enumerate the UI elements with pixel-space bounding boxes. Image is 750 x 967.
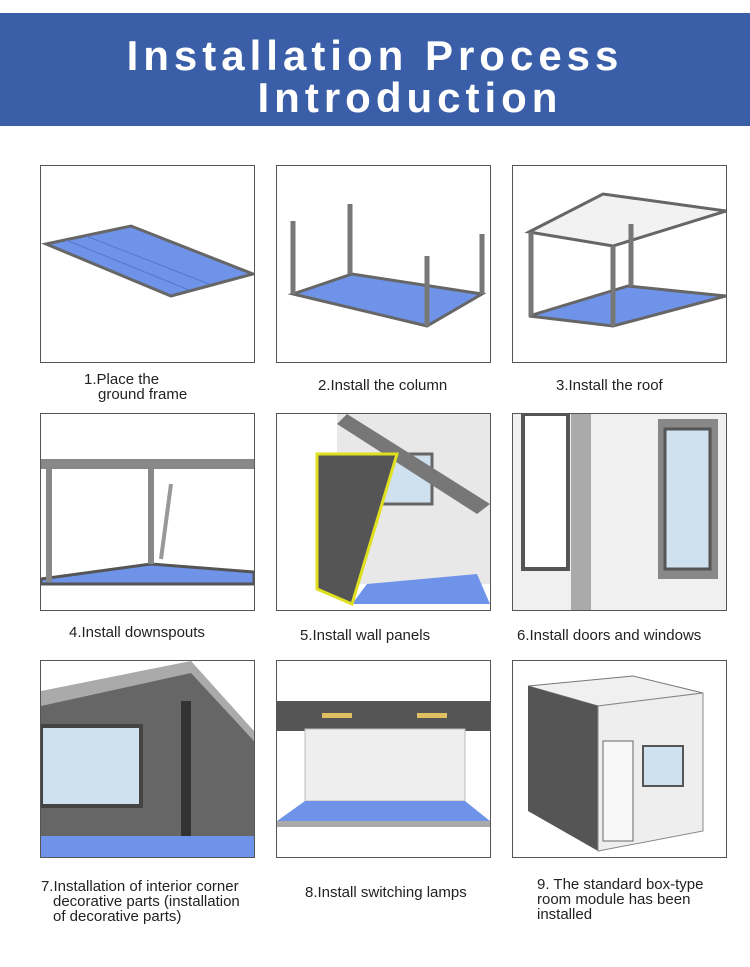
caption-line: installed <box>537 906 593 923</box>
caption-line: ground frame <box>98 386 188 403</box>
step-9-caption <box>537 877 704 922</box>
step-9-image <box>512 660 727 858</box>
step-2-image <box>276 165 491 363</box>
caption-line: 1.Place the <box>84 371 160 388</box>
step-8-image <box>276 660 491 858</box>
caption-line: 9. The standard box-type <box>537 876 704 893</box>
step-6-image <box>512 413 727 611</box>
step-4-caption: 4.Install downspouts <box>69 624 205 641</box>
step-3-caption: 3.Install the roof <box>556 377 663 394</box>
caption-line: 7.Installation of interior corner <box>41 878 239 895</box>
title-banner <box>0 13 750 126</box>
step-2-caption: 2.Install the column <box>318 377 448 394</box>
step-1-caption <box>84 372 187 402</box>
step-6-caption: 6.Install doors and windows <box>517 627 702 644</box>
step-5-image <box>276 413 491 611</box>
step-8-caption: 8.Install switching lamps <box>305 884 467 901</box>
step-7-image <box>40 660 255 858</box>
step-7-caption <box>41 879 240 924</box>
title-line-1: Installation Process <box>126 32 624 79</box>
step-1-image <box>40 165 255 363</box>
title-line-2: Introduction <box>257 74 563 121</box>
step-4-image <box>40 413 255 611</box>
caption-line: decorative parts (installation <box>53 893 240 910</box>
caption-line: of decorative parts) <box>53 908 182 925</box>
caption-line: room module has been <box>537 891 691 908</box>
step-3-image <box>512 165 727 363</box>
step-5-caption: 5.Install wall panels <box>300 627 431 644</box>
